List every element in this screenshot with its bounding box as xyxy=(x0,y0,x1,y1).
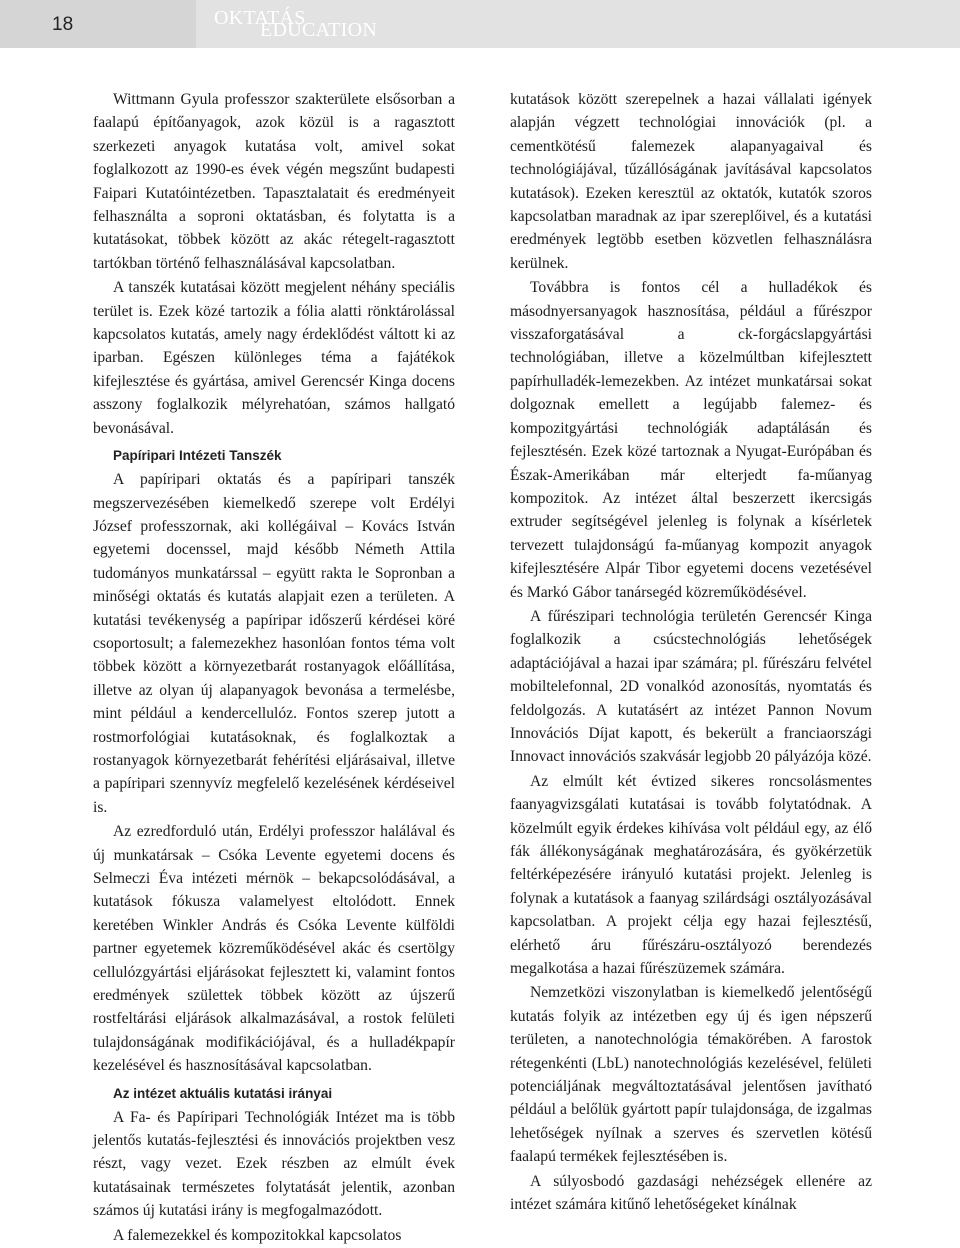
paragraph: A fűrészipari technológia területén Gerencsér Kinga foglalkozik a csúcstechnológiás lehetőségek adaptációjával a hazai ipar számára; pl. fűrészáru felvétel mobiltelefonnal, 2D vonalkód azonosítás, nyomtatás és feldolgozás. A kutatásért az intézet Pannon Novum Innovációs Díjat kapott, és bekerült a franciaországi Innovact innovációs szakvásár legjobb 20 pályázója közé. xyxy=(510,607,872,766)
page-header xyxy=(0,0,960,48)
left-column xyxy=(93,88,455,1248)
paragraph: Nemzetközi viszonylatban is kiemelkedő jelentőségű kutatás folyik az intézetben egy új és igen népszerű területen, a nanotechnológia témakörében. A farostok rétegenkénti (LbL) nanotechnológiás kezelésével, felületi potenciáljának megváltoztatásával jelentősen javítható például a belőlük gyártott papír tulajdonsága, de izgalmas lehetőségek nyílnak a szerves és szervetlen kötésű faalapú termékek fejlesztésében is. xyxy=(510,984,872,1166)
section-title: OKTATÁS xyxy=(214,7,306,29)
paragraph: A falemezekkel és kompozitokkal kapcsolatos xyxy=(113,1226,402,1244)
section-heading: Papíripari Intézeti Tanszék xyxy=(113,448,282,464)
right-column xyxy=(510,88,872,1218)
page-number: 18 xyxy=(52,14,74,35)
paragraph: Az elmúlt két évtized sikeres roncsolásmentes faanyagvizsgálati kutatásai is tovább folytatódnak. A közelmúlt egyik érdekes kihívása volt például egy, az élő fák állékonyságának meghatározására, és gyökérzetük feltérképezésére irányuló kutatási projekt. Jelenleg is folynak a kutatások a faanyag szilárdsági osztályozásával kapcsolatban. A projekt célja egy hazai fejlesztésű, elérhető áru fűrészáru-osztályozó berendezés megalkotása a hazai fűrészüzemek számára. xyxy=(510,772,872,978)
section-heading: Az intézet aktuális kutatási irányai xyxy=(113,1085,333,1101)
paragraph: A súlyosbodó gazdasági nehézségek ellenére az intézet számára kitűnő lehetőségeket kínálnak xyxy=(510,1172,872,1214)
paragraph: A Fa- és Papíripari Technológiák Intézet ma is több jelentős kutatás-fejlesztési és innovációs projektben vesz részt, vagy vezet. Ezek részben az elmúlt évek kutatásainak természetes folytatását jelentik, azonban számos új kutatási irány is megfogalmazódott. xyxy=(93,1108,455,1220)
paragraph: A papíripari oktatás és a papíripari tanszék megszervezésében kiemelkedő szerepe volt Erdélyi József professzornak, aki kollégáival – Kovács István egyetemi docenssel, majd később Németh Attila tudományos munkatárssal – együtt rakta le Sopronban a minőségi oktatás és kutatás alapjait ezen a területen. A kutatási tevékenység a papíripar időszerű kérdései köré csoportosult; a falemezekhez hasonlóan fontos téma volt többek között a környezetbarát rostanyagok előállítása, illetve az olyan új alapanyagok bevonása a termelésbe, mint például a kendercellulóz. Fontos szerep jutott a rostmorfológiai kutatásoknak, és foglalkoztak a rostanyagok környezetbarát fehérítési eljárásaival, illetve a papíripari szennyvíz megfelelő kezelésének kérdéseivel is. xyxy=(93,471,455,816)
paragraph: Továbbra is fontos cél a hulladékok és másodnyersanyagok hasznosítása, például a fűrészpor visszaforgatásával a ck-forgácslapgyártási technológiában, illetve a közelmúltban kifejlesztett papírhulladék-lemezekben. Az intézet munkatársai sokat dolgoznak emellett a legújabb falemez- és kompozitgyártási technológiák adaptálásán és fejlesztésén. Ezek közé tartoznak a Nyugat-Európában és Észak-Amerikában már elterjedt fa-műanyag kompozitok. Az intézet által beszerzett ikercsigás extruder segítségével jelenleg is folynak a kísérletek tervezett tulajdonságú fa-műanyag kompozit anyagok kifejlesztésére Alpár Tibor egyetemi docens vezetésével és Markó Gábor tanársegéd közreműködésével. xyxy=(510,279,872,601)
paragraph: Wittmann Gyula professzor szakterülete elsősorban a faalapú építőanyagok, azok közül is a ragasztott szerkezeti anyagok kutatása volt, amivel sokat foglalkozott az 1990-es évek végén megszűnt budapesti Faipari Kutatóintézetben. Tapasztalatait és eredményeit felhasználta a soproni oktatásban, és folytatta is a kutatásokat, többek között az akác rétegelt-ragasztott tartókban történő felhasználásával kapcsolatban. xyxy=(93,91,455,272)
paragraph: Az ezredforduló után, Erdélyi professzor halálával és új munkatársak – Csóka Levente egyetemi docens és Selmeczi Éva intézeti mérnök – bekapcsolódásával, a kutatások fókusza valamelyest eltolódott. Ennek keretében Winkler András és Csóka Levente külföldi partner egyetemek közreműködésével akác és csertölgy cellulózgyártási eljárásokat fejlesztett ki, valamint fontos eredmények születtek többek között az újszerű rostfeltárási eljárások alkalmazásával, a rostok felületi tulajdonságának modifikációjával, és a hulladékpapír kezelésével és hasznosításával kapcsolatban. xyxy=(93,823,455,1075)
paragraph: A tanszék kutatásai között megjelent néhány speciális terület is. Ezek közé tartozik a fólia alatti rönktárolással kapcsolatos kutatás, amely nagy érdeklődést váltott ki az iparban. Egészen különleges téma a fajátékok kifejlesztése és gyártása, amivel Gerencsér Kinga docens asszony foglalkozik mélyrehatóan, számos hallgató bevonásával. xyxy=(93,279,455,437)
section-subtitle: EDUCATION xyxy=(260,19,378,41)
page-number-box xyxy=(0,0,196,48)
paragraph: kutatások között szerepelnek a hazai vállalati igények alapján végzett technológiai innovációk (pl. a cementkötésű falemezek alapanyagaival és technológiájával, tűzállóságának javításával kapcsolatos kutatások). Ezeken keresztül az oktatók, kutatók szoros kapcsolatban maradnak az ipar szereplőivel, és a kutatási eredmények legtöbb esetben közvetlen felhasználásra kerülnek. xyxy=(510,91,872,272)
